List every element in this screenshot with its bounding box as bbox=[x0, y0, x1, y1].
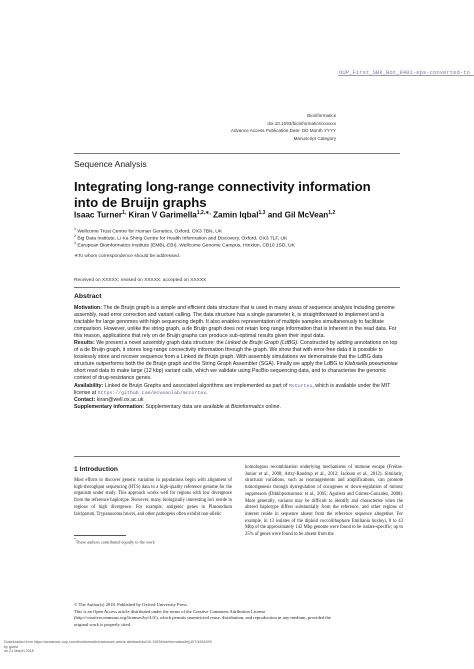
author-sup: 1,2,∗, bbox=[196, 210, 211, 216]
abstract-results bbox=[74, 340, 400, 382]
footnote-text: These authors contributed equally to the work bbox=[75, 539, 155, 545]
affiliation-text: European Bioinformatics Institute (EMBL-EBI), Wellcome Genome Campus, Hinxton, CB10 1SD, UK bbox=[77, 243, 295, 249]
license-line: original work is properly cited. bbox=[74, 622, 132, 628]
author-sup: 1,3 bbox=[258, 210, 266, 216]
download-url: Downloaded from https://academic.oup.com/bioinformatics/advance-article-abstract/doi/10.1093/bioinformatics/bty157/4934939 bbox=[4, 640, 212, 644]
copyright-block bbox=[74, 602, 404, 629]
download-date: on 21 March 2018 bbox=[4, 649, 34, 654]
title-line-1: Integrating long-range connectivity information bbox=[74, 179, 371, 194]
manuscript-category: Manuscript Category bbox=[293, 135, 336, 141]
journal-header bbox=[231, 112, 336, 142]
author-sup: 1,2 bbox=[328, 210, 336, 216]
affiliation-text: Big Data Institute, Li Ka Shing Centre for Health Information and Discovery, Oxford, OX3 7LF, UK bbox=[77, 236, 288, 242]
abstract-motivation bbox=[74, 305, 400, 340]
journal-name: Bioinformatics bbox=[307, 113, 336, 118]
results-emphasis: Linked de Bruijn Graph (LdBG) bbox=[225, 340, 298, 347]
footnote bbox=[74, 538, 155, 544]
author-name: Isaac Turner bbox=[74, 210, 123, 220]
footnote-mark: * bbox=[74, 538, 76, 542]
title-line-2: into de Bruijn graphs bbox=[74, 194, 207, 210]
results-text: We present a novel assembly graph data structure: the bbox=[96, 340, 226, 347]
abstract-supplementary bbox=[74, 404, 400, 411]
journal-emphasis: Bioinformatics bbox=[231, 403, 264, 410]
banner-underline bbox=[338, 75, 474, 76]
availability-label: Availability: bbox=[74, 382, 104, 389]
abstract-bottom-rule bbox=[74, 456, 400, 457]
doi: doi.10.1093/bioinformatics/xxxxxx bbox=[267, 120, 336, 126]
download-note bbox=[4, 640, 212, 654]
intro-right-column bbox=[245, 465, 403, 539]
affiliation-sup: 1 bbox=[74, 227, 76, 231]
results-text: short read data to make large (12 kbp) variant calls, which we validate using PacBio sequencing data, and to characterise the genomic context of drug-resistance genes. bbox=[74, 368, 387, 382]
section-label: Sequence Analysis bbox=[74, 159, 147, 169]
abstract-body bbox=[74, 305, 400, 411]
author-name: Zamin Iqbal bbox=[213, 210, 259, 220]
copyright-line: © The Author(s) 2018. Published by Oxford University Press. bbox=[74, 602, 188, 607]
abstract-heading: Abstract bbox=[74, 293, 102, 300]
abstract-contact bbox=[74, 397, 400, 404]
intro-left-column bbox=[74, 478, 232, 518]
advance-access: Advance Access Publication Date: DD Month YYYY bbox=[230, 128, 336, 134]
contact-email[interactable]: kiran@well.ox.ac.uk bbox=[96, 396, 144, 403]
results-text: . Constructed by adding annotations on top of a de Bruijn graph, it stores long range connectivity information through the graph. We show that with error-free data it is possible to losslessly store and recover sequence from a Linked de Bruijn graph. With assembly simulations we demonstrate that the LdBG data structure outperforms both the de Bruijn graph and the String Graph Assembler (SGA). Finally we apply the LdBG to bbox=[74, 340, 398, 368]
received-dates: Received on XXXXX; revised on XXXXX; accepted on XXXXX bbox=[74, 278, 207, 283]
footnote-rule bbox=[74, 535, 126, 536]
affiliation-sup: 2 bbox=[74, 234, 76, 238]
motivation-label: Motivation: bbox=[74, 305, 102, 311]
affiliation-text: Wellcome Trust Centre for Human Genetics, Oxford, OX3 7BN, UK bbox=[77, 229, 223, 235]
intro-right-text: homologous recombination underlying mechanisms of immune escape (Freitas-Junior et al., 2000; Artzy-Randrup et al., 2012; Jackson et al., 2012). Similarly, structural variations, such as rearrangements and amplifications, can promote tumorigenesis through dysregulation of oncogenes or down-regulation of tumour suppressors (Dikkbpsstsomosc et al., 2005; Aguilera and Gómez-González, 2008). More generally, variants may be difficult to identify and characterise when the altered haplotype differs substantially from the reference, and other regions of interest reside in sequence absent from the reference sequence altogether. For example, in 13 isolates of the diploid coccolithophore Emiliania huxleyi, 8 to 43 Mbp of the approximately 142 Mbp genome were found to be isolate-specific; up to 25% of genes were found to be absent from the bbox=[245, 465, 403, 538]
download-by: by guest bbox=[4, 644, 18, 649]
paper-title bbox=[74, 179, 404, 210]
availability-text: Linked de Bruijn Graphs and associated algorithms are implemented as part of bbox=[104, 382, 289, 389]
header-rule bbox=[74, 153, 400, 154]
introduction-heading: 1 Introduction bbox=[74, 466, 118, 473]
results-label: Results: bbox=[74, 340, 95, 347]
availability-text: , which is available under the MIT license at bbox=[74, 382, 391, 396]
supplementary-text: online. bbox=[263, 403, 281, 410]
abstract-top-rule bbox=[74, 287, 400, 288]
contact-label: Contact: bbox=[74, 396, 96, 403]
author-conjunction: and bbox=[267, 210, 283, 220]
mccortex-link[interactable]: McCortex bbox=[288, 383, 313, 389]
supplementary-label: Supplementary information: bbox=[74, 403, 145, 410]
abstract-availability bbox=[74, 383, 400, 397]
author-sup: 1, bbox=[122, 210, 127, 216]
license-url-line[interactable]: (http://creativecommons.org/licenses/by/4.0/), which permits unrestricted reuse, distribution, and reproduction in any medium, provided the bbox=[74, 615, 331, 621]
author-name: Gil McVean bbox=[284, 210, 329, 220]
correspondence-note: ∗To whom correspondence should be addressed. bbox=[74, 254, 181, 259]
affiliation bbox=[74, 240, 295, 250]
author-list bbox=[74, 210, 335, 220]
overlay-banner: OUP_First_SBk_Bot_8401-eps-converted-to bbox=[339, 69, 470, 76]
github-link[interactable]: https://github.com/mcveanlab/mccortex bbox=[97, 390, 207, 396]
license-line: This is an Open Access article distributed under the terms of the Creative Commons Attribution License bbox=[74, 608, 266, 614]
intro-left-text: Most efforts to discover genetic variation in populations begin with alignment of high-throughput sequencing (HTS) data to a high-quality reference genome for the organism under study. This approach works well for regions with low divergence from the reference haplotype. However, many biologically interesting loci reside in regions of high divergence. For example, antigenic genes in Plasmodium falciparum, Trypanosoma brucei, and other pathogens often exhibit non-allelic bbox=[74, 478, 232, 517]
supplementary-text: Supplementary data are available at bbox=[145, 403, 231, 410]
motivation-text: The de Bruijn graph is a simple and efficient data structure that is used in many areas of sequence analysis including genome assembly, read error correction and variant calling. The data structure has a single parameter k, is straightforward to implement and is tractable for large genomes with high sequencing depth. It also enables representation of multiple samples simultaneously to facilitate comparison. However, unlike the string graph, a de Bruijn graph does not retain long range information that is inherent in the read data. For this reason, applications that rely on de Bruijn graphs can produce sub-optimal results given their input data. bbox=[74, 305, 397, 340]
availability-text: . bbox=[206, 389, 208, 396]
affiliation-sup: 3 bbox=[74, 241, 76, 245]
author-name: Kiran V Garimella bbox=[128, 210, 197, 220]
results-species: Klebsiella pneumoniae bbox=[344, 361, 398, 368]
